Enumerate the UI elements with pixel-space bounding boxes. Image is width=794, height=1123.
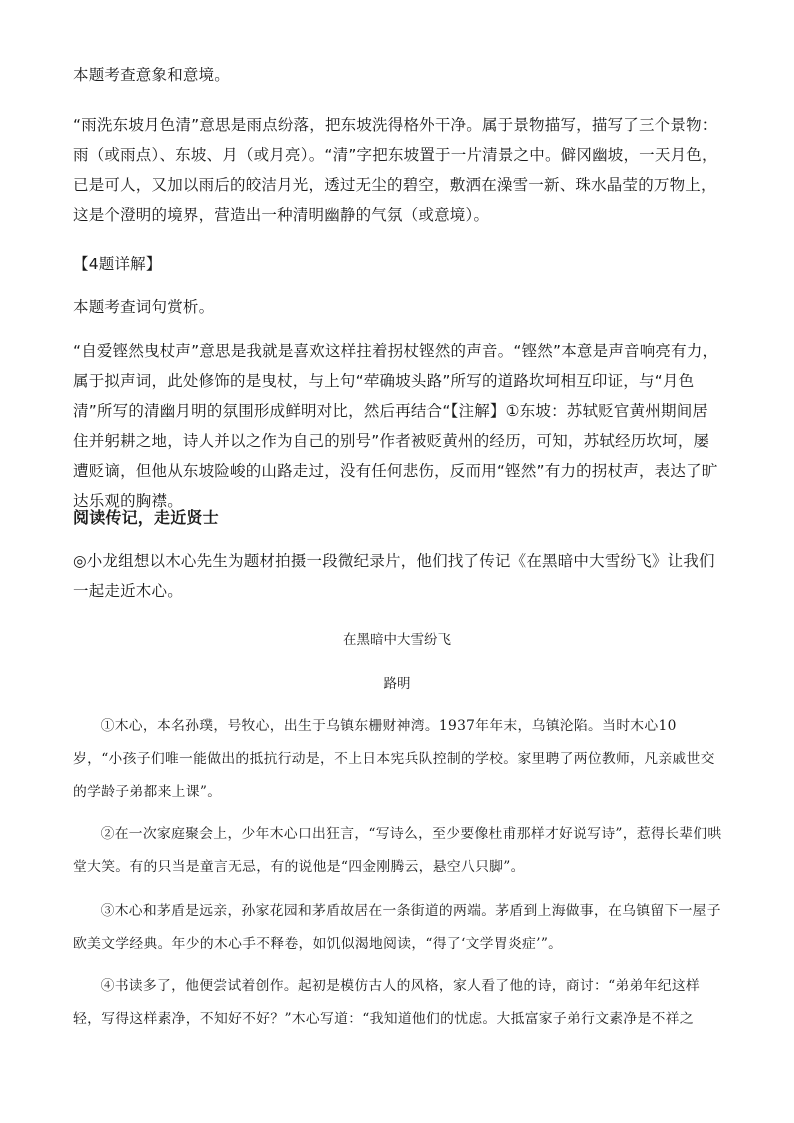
article-paragraph: ③木心和茅盾是远亲，孙家花园和茅盾故居在一条街道的两端。茅盾到上海做事，在乌镇留下一屋子欧美文学经典。年少的木心手不释卷，如饥似渴地阅读，“得了‘文学胃炎症’”。 <box>73 903 721 952</box>
answer-paragraph-2: “自爱铿然曳杖声”意思是我就是喜欢这样拄着拐杖铿然的声音。“铿然”本意是声音响亮有力，属于拟声词，此处修饰的是曳杖，与上句“荦确坡头路”所写的道路坎坷相互印证，与“月色清”所写的清幽月明的氛围形成鲜明对比，然后再结合“【注解】①东坡：苏轼贬官黄州期间居住并躬耕之地，诗人并以之作为自己的别号”作者被贬黄州的经历，可知，苏轼经历坎坷，屡遭贬谪，但他从东坡险峻的山路走过，没有任何悲伤，反而用“铿然”有力的拐杖声，表达了旷达乐观的胸襟。 <box>73 342 719 510</box>
reading-heading: 阅读传记，走近贤士 <box>73 508 219 527</box>
article-author: 路明 <box>383 676 411 692</box>
article-paragraph: ②在一次家庭聚会上，少年木心口出狂言，“写诗么，至少要像杜甫那样才好说写诗”，惹得长辈们哄堂大笑。有的只当是童言无忌，有的说他是“四金刚腾云，悬空八只脚”。 <box>73 826 722 875</box>
article-paragraph: ①木心，本名孙璞，号牧心，出生于乌镇东栅财神湾。1937年年末，乌镇沦陷。当时木心10岁，“小孩子们唯一能做出的抵抗行动是，不上日本宪兵队控制的学校。家里聘了两位教师，凡亲戚世交的学龄子弟都来上课”。 <box>73 718 715 800</box>
article-title: 在黑暗中大雪纷飞 <box>343 632 451 648</box>
reading-intro: ◎小龙组想以木心先生为题材拍摄一段微纪录片，他们找了传记《在黑暗中大雪纷飞》让我们一起走近木心。 <box>73 552 715 600</box>
answer-paragraph-1: “雨洗东坡月色清”意思是雨点纷落，把东坡洗得格外干净。属于景物描写，描写了三个景物：雨（或雨点）、东坡、月（或月亮）。“清”字把东坡置于一片清景之中。僻冈幽坡，一天月色，已是可人，又加以雨后的皎洁月光，透过无尘的碧空，敷洒在澡雪一新、珠水晶莹的万物上，这是个澄明的境界，营造出一种清明幽静的气氛（或意境）。 <box>73 116 718 224</box>
answer-intro: 本题考查意象和意境。 <box>73 66 231 84</box>
article-paragraph: ④书读多了，他便尝试着创作。起初是模仿古人的风格，家人看了他的诗，商讨：“弟弟年纪这样轻，写得这样素净，不知好不好？”木心写道：“我知道他们的忧虑。大抵富家子弟行文素净是不祥之 <box>73 978 701 1027</box>
section-heading: 【4题详解】 <box>73 255 162 273</box>
answer-intro-2: 本题考查词句赏析。 <box>73 298 215 316</box>
